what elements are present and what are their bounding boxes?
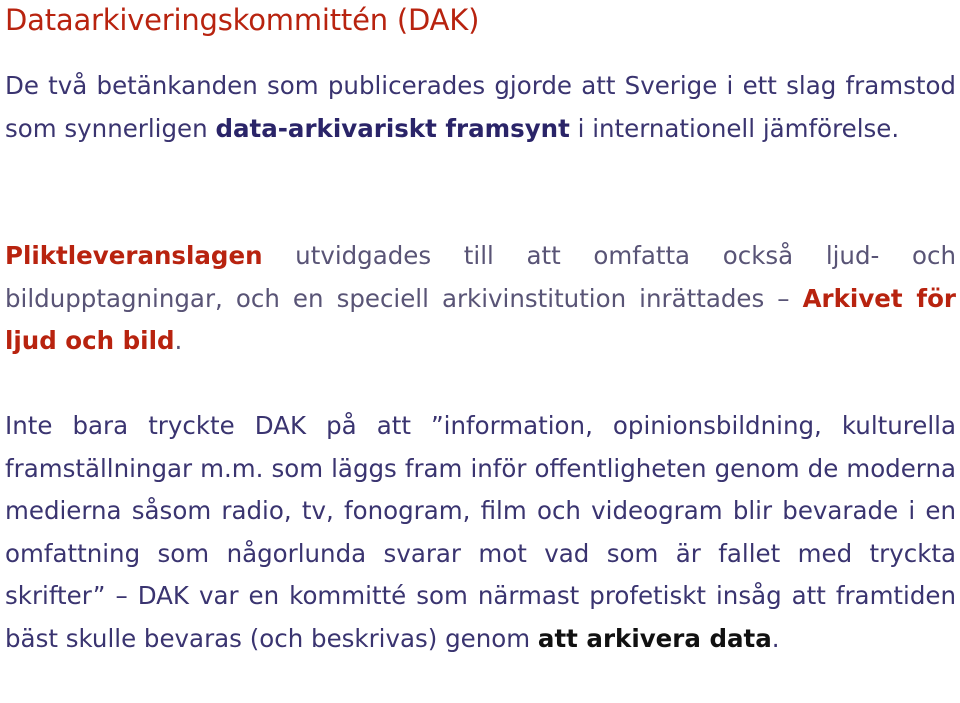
highlight-arkivet-for-ljud-och-bild: Arkivet för ljud och bild	[5, 283, 956, 355]
paragraph-dak-quote	[5, 405, 956, 660]
paragraph-pliktleverans-text-2: .	[174, 326, 183, 355]
paragraph-intro	[5, 65, 956, 150]
slide-page	[5, 0, 956, 653]
paragraph-intro-text-1: De två betänkanden som publicerades gjorde att Sverige i ett slag framstod som synnerligen	[5, 71, 956, 143]
paragraph-dak-quote-text-1: Inte bara tryckte DAK på att ”information, opinionsbildning, kulturella framställningar m.m. som läggs fram inför offentligheten genom de moderna medierna såsom radio, tv, fonogram, film och videogram blir bevarade i en omfattning som någorlunda svarar mot vad som är fallet med tryckta skrifter” – DAK var en kommitté som närmast profetiskt insåg att framtiden bäst skulle bevaras (och beskrivas) genom	[5, 411, 956, 653]
slide-title: Dataarkiveringskommittén (DAK)	[5, 3, 480, 37]
highlight-pliktleveranslagen: Pliktleveranslagen	[5, 241, 263, 270]
highlight-att-arkivera-data: att arkivera data	[537, 623, 772, 653]
highlight-data-arkivariskt-framsynt: data-arkivariskt framsynt	[215, 113, 570, 143]
paragraph-intro-text-2: i internationell jämförelse.	[569, 113, 900, 143]
paragraph-pliktleverans	[5, 235, 956, 363]
paragraph-dak-quote-text-2: .	[771, 623, 780, 653]
paragraph-pliktleverans-text-1: utvidgades till att omfatta också ljud- och bildupptagningar, och en speciell arkivinstitution inrättades –	[5, 241, 956, 313]
